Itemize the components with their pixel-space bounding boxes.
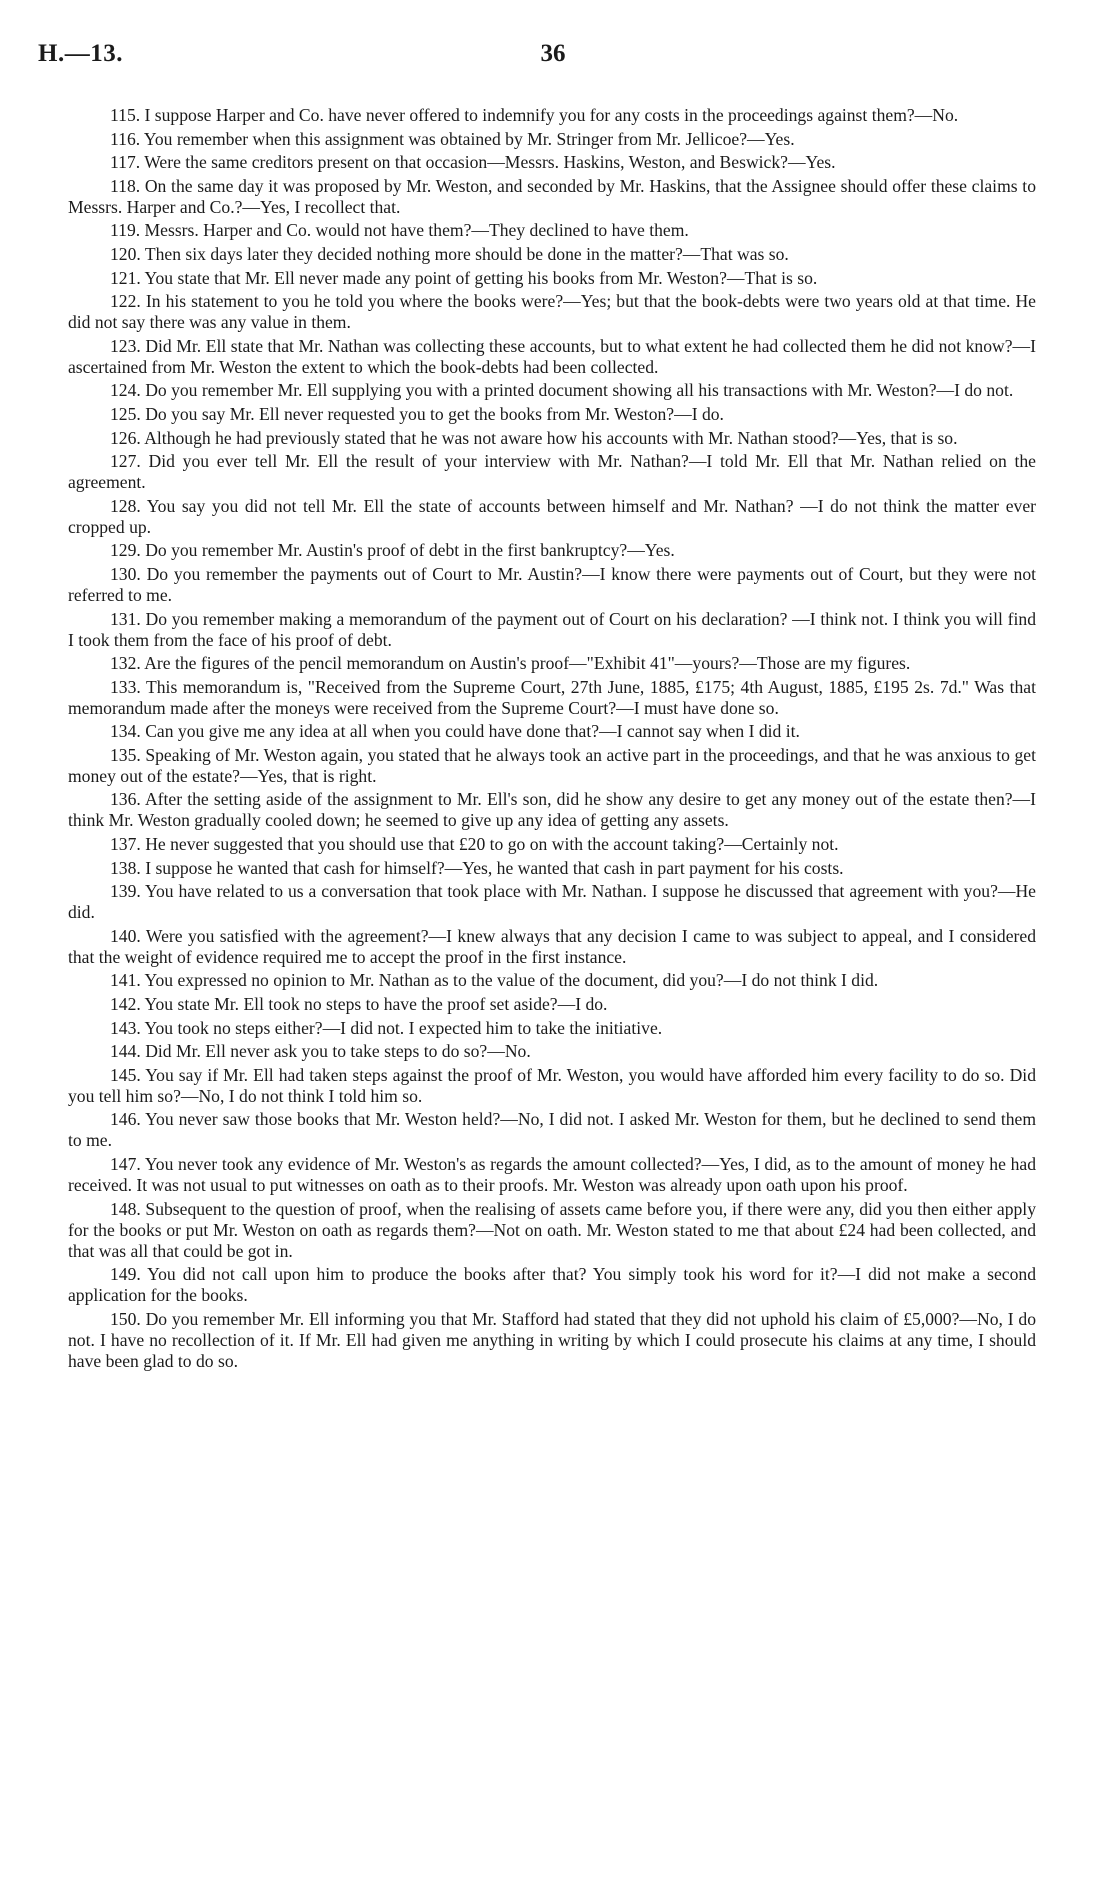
- page-number: 36: [540, 40, 566, 67]
- paragraph-149: 149. You did not call upon him to produce the books after that? You simply took his word for it?—I did not make a second application for the books.: [68, 1264, 1036, 1306]
- document-reference: H.—13.: [38, 40, 123, 67]
- paragraph-131: 131. Do you remember making a memorandum of the payment out of Court on his declaration? —I think not. I think you will find I took them from the face of his proof of debt.: [68, 608, 1036, 650]
- paragraph-124: 124. Do you remember Mr. Ell supplying you with a printed document showing all his transactions with Mr. Weston?—I do not.: [110, 380, 1014, 401]
- paragraph-116: 116. You remember when this assignment was obtained by Mr. Stringer from Mr. Jellicoe?—Yes.: [110, 128, 795, 149]
- paragraph-117: 117. Were the same creditors present on that occasion—Messrs. Haskins, Weston, and Beswick?—Yes.: [110, 152, 836, 173]
- paragraph-126: 126. Although he had previously stated that he was not aware how his accounts with Mr. Nathan stood?—Yes, that is so.: [110, 427, 958, 448]
- paragraph-141: 141. You expressed no opinion to Mr. Nathan as to the value of the document, did you?—I do not think I did.: [110, 970, 879, 991]
- paragraph-123: 123. Did Mr. Ell state that Mr. Nathan was collecting these accounts, but to what extent he had collected them he did not know?—I ascertained from Mr. Weston the extent to which the book-debts had been collected.: [68, 335, 1036, 377]
- paragraph-148: 148. Subsequent to the question of proof, when the realising of assets came before you, if there were any, did you then either apply for the books or put Mr. Weston on oath as regards them?—Not on oath. Mr. Weston stated to me that about £24 had been collected, and that was all that could be got in.: [68, 1198, 1036, 1261]
- paragraph-133: 133. This memorandum is, "Received from the Supreme Court, 27th June, 1885, £175; 4th August, 1885, £195 2s. 7d." Was that memorandum made after the moneys were received from the Supreme Court?—I must have done so.: [68, 676, 1036, 718]
- paragraph-122: 122. In his statement to you he told you where the books were?—Yes; but that the book-debts were two years old at that time. He did not say there was any value in them.: [68, 291, 1036, 333]
- paragraph-147: 147. You never took any evidence of Mr. Weston's as regards the amount collected?—Yes, I did, as to the amount of money he had received. It was not usual to put witnesses on oath as to their proofs. Mr. Weston was already upon oath upon his proof.: [68, 1154, 1036, 1195]
- paragraph-138: 138. I suppose he wanted that cash for himself?—Yes, he wanted that cash in part payment for his costs.: [110, 857, 844, 878]
- paragraph-144: 144. Did Mr. Ell never ask you to take steps to do so?—No.: [110, 1041, 531, 1062]
- paragraph-150: 150. Do you remember Mr. Ell informing you that Mr. Stafford had stated that they did not uphold his claim of £5,000?—No, I do not. I have no recollection of it. If Mr. Ell had given me anything in writing by which I could prosecute his claims at any time, I should have been glad to do so.: [68, 1308, 1036, 1371]
- testimony-body: [68, 105, 1036, 1374]
- paragraph-118: 118. On the same day it was proposed by Mr. Weston, and seconded by Mr. Haskins, that the Assignee should offer these claims to Messrs. Harper and Co.?—Yes, I recollect that.: [68, 175, 1036, 217]
- paragraph-137: 137. He never suggested that you should use that £20 to go on with the account taking?—Certainly not.: [110, 834, 839, 855]
- paragraph-145: 145. You say if Mr. Ell had taken steps against the proof of Mr. Weston, you would have afforded him every facility to do so. Did you tell him so?—No, I do not think I told him so.: [68, 1064, 1036, 1106]
- paragraph-115: 115. I suppose Harper and Co. have never offered to indemnify you for any costs in the proceedings against them?—No.: [110, 105, 959, 125]
- paragraph-146: 146. You never saw those books that Mr. Weston held?—No, I did not. I asked Mr. Weston for them, but he declined to send them to me.: [68, 1109, 1036, 1151]
- paragraph-136: 136. After the setting aside of the assignment to Mr. Ell's son, did he show any desire to get any money out of the estate then?—I think Mr. Weston gradually cooled down; he seemed to give up any idea of getting any assets.: [68, 789, 1036, 831]
- paragraph-125: 125. Do you say Mr. Ell never requested you to get the books from Mr. Weston?—I do.: [110, 403, 724, 424]
- paragraph-135: 135. Speaking of Mr. Weston again, you stated that he always took an active part in the proceedings, and that he was anxious to get money out of the estate?—Yes, that is right.: [68, 744, 1036, 786]
- paragraph-142: 142. You state Mr. Ell took no steps to have the proof set aside?—I do.: [110, 994, 608, 1015]
- paragraph-132: 132. Are the figures of the pencil memorandum on Austin's proof—"Exhibit 41"—yours?—Those are my figures.: [110, 653, 911, 674]
- paragraph-140: 140. Were you satisfied with the agreement?—I knew always that any decision I came to was subject to appeal, and I considered that the weight of evidence required me to accept the proof in the first instance.: [68, 925, 1036, 967]
- paragraph-121: 121. You state that Mr. Ell never made any point of getting his books from Mr. Weston?—That is so.: [110, 267, 818, 288]
- page-header: [38, 40, 1038, 80]
- paragraph-139: 139. You have related to us a conversation that took place with Mr. Nathan. I suppose he discussed that agreement with you?—He did.: [68, 881, 1036, 923]
- paragraph-129: 129. Do you remember Mr. Austin's proof of debt in the first bankruptcy?—Yes.: [110, 540, 675, 561]
- paragraph-134: 134. Can you give me any idea at all when you could have done that?—I cannot say when I did it.: [110, 721, 800, 742]
- paragraph-127: 127. Did you ever tell Mr. Ell the result of your interview with Mr. Nathan?—I told Mr. Ell that Mr. Nathan relied on the agreement.: [68, 451, 1036, 493]
- paragraph-130: 130. Do you remember the payments out of Court to Mr. Austin?—I know there were payments out of Court, but they were not referred to me.: [68, 563, 1036, 605]
- paragraph-119: 119. Messrs. Harper and Co. would not have them?—They declined to have them.: [110, 220, 689, 241]
- paragraph-128: 128. You say you did not tell Mr. Ell the state of accounts between himself and Mr. Nathan? —I do not think the matter ever cropped up.: [68, 495, 1036, 537]
- paragraph-143: 143. You took no steps either?—I did not. I expected him to take the initiative.: [110, 1017, 663, 1038]
- paragraph-120: 120. Then six days later they decided nothing more should be done in the matter?—That was so.: [110, 243, 789, 264]
